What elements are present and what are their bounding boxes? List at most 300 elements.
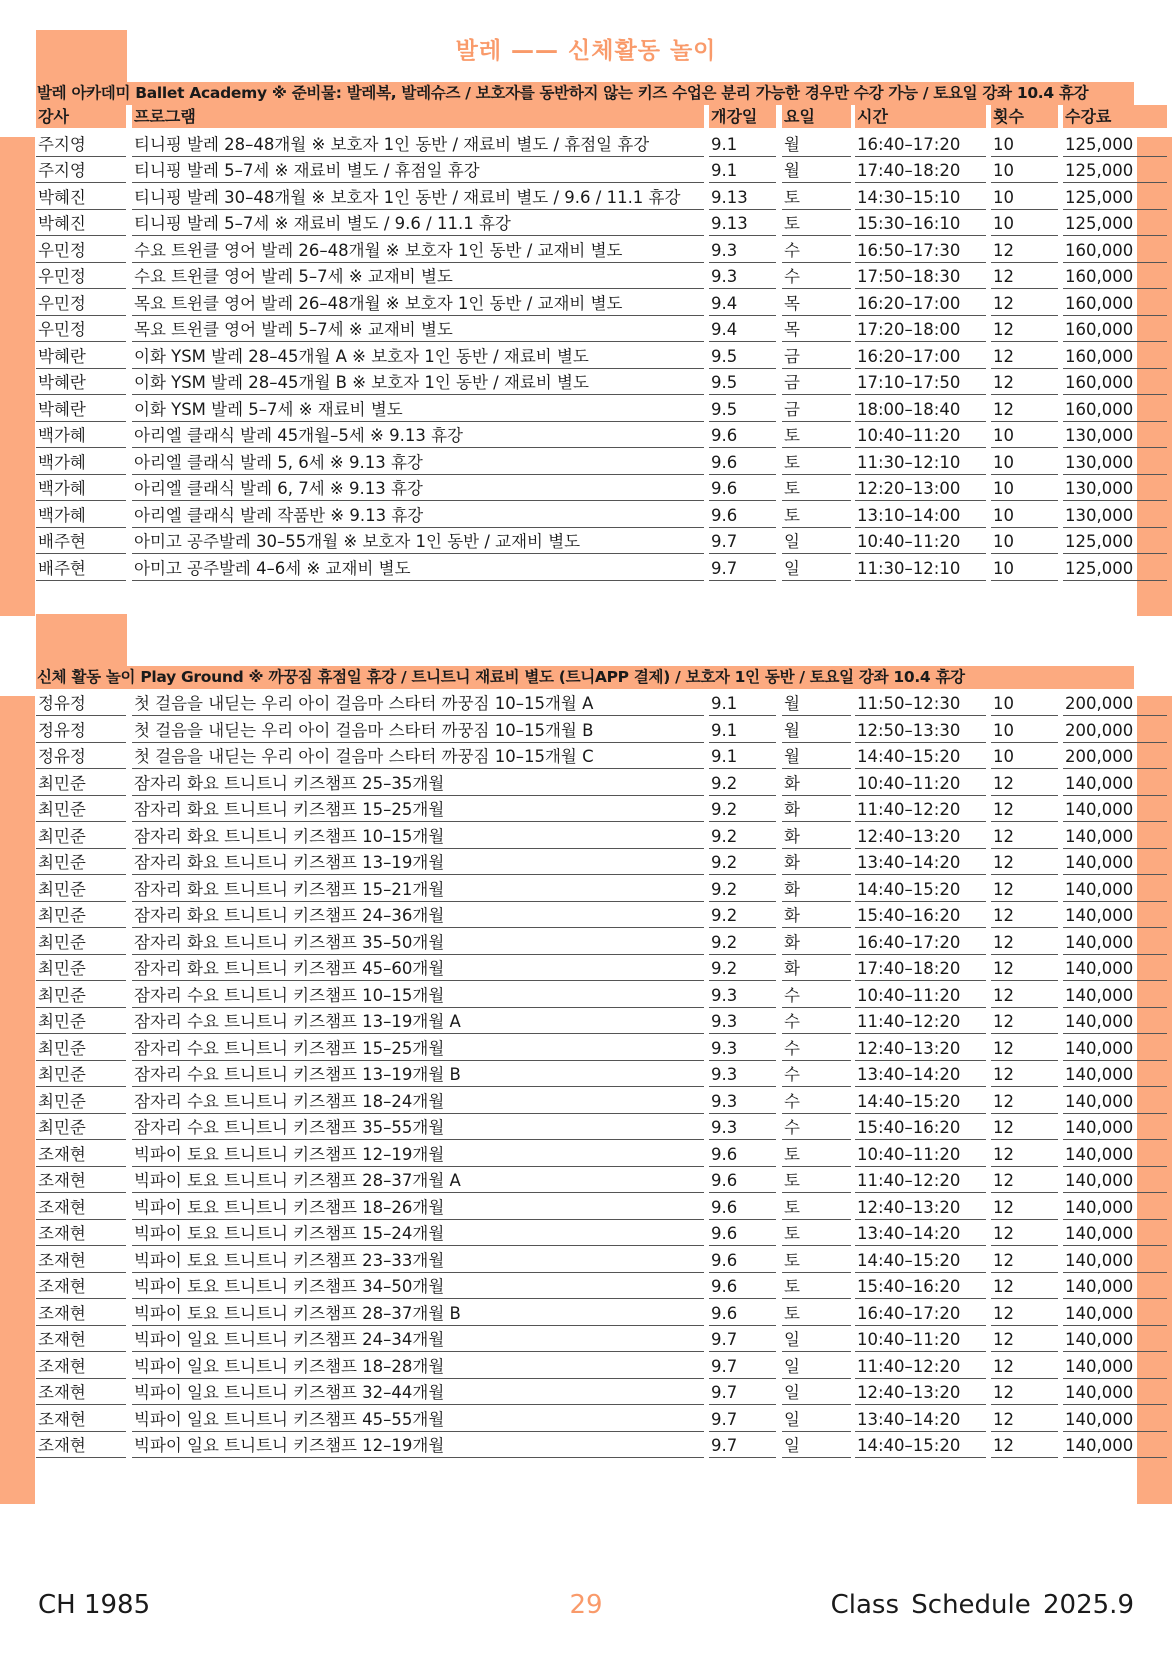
cell-day: 일	[782, 1354, 851, 1379]
cell-start-date: 9.6	[709, 1195, 776, 1220]
cell-time: 14:30–15:10	[855, 185, 986, 210]
cell-time: 12:40–13:20	[855, 824, 986, 849]
cell-day: 금	[782, 344, 851, 369]
cell-time: 11:30–12:10	[855, 556, 986, 581]
cell-time: 11:40–12:20	[855, 1168, 986, 1193]
cell-day: 금	[782, 397, 851, 422]
cell-fee: 125,000	[1063, 529, 1167, 554]
cell-day: 수	[782, 264, 851, 289]
table-row	[36, 1009, 1134, 1036]
table-row	[36, 476, 1134, 503]
cell-instructor: 우민정	[36, 238, 126, 263]
cell-instructor: 정유정	[36, 691, 126, 716]
cell-program: 목요 트윈클 영어 발레 5–7세 ※ 교재비 별도	[132, 317, 704, 342]
cell-start-date: 9.3	[709, 1062, 776, 1087]
table-row	[36, 529, 1134, 556]
cell-instructor: 조재현	[36, 1195, 126, 1220]
cell-start-date: 9.3	[709, 1036, 776, 1061]
footer-brand: CH 1985	[38, 1590, 151, 1620]
column-program: 프로그램	[132, 105, 704, 128]
cell-fee: 140,000	[1063, 771, 1167, 796]
cell-instructor: 우민정	[36, 291, 126, 316]
cell-instructor: 조재현	[36, 1407, 126, 1432]
cell-sessions: 12	[991, 983, 1058, 1008]
cell-program: 아미고 공주발레 4–6세 ※ 교재비 별도	[132, 556, 704, 581]
cell-day: 토	[782, 476, 851, 501]
table-row	[36, 744, 1134, 771]
cell-time: 14:40–15:20	[855, 1089, 986, 1114]
cell-instructor: 백가혜	[36, 423, 126, 448]
cell-sessions: 12	[991, 397, 1058, 422]
cell-start-date: 9.1	[709, 744, 776, 769]
cell-sessions: 12	[991, 956, 1058, 981]
cell-instructor: 최민준	[36, 903, 126, 928]
table-row	[36, 771, 1134, 798]
cell-start-date: 9.3	[709, 1089, 776, 1114]
cell-time: 15:40–16:20	[855, 903, 986, 928]
cell-fee: 125,000	[1063, 132, 1167, 157]
cell-program: 빅파이 토요 트니트니 키즈챔프 34–50개월	[132, 1274, 704, 1299]
cell-program: 티니핑 발레 28–48개월 ※ 보호자 1인 동반 / 재료비 별도 / 휴점일 휴강	[132, 132, 704, 157]
cell-fee: 200,000	[1063, 691, 1167, 716]
cell-instructor: 백가혜	[36, 476, 126, 501]
cell-start-date: 9.2	[709, 771, 776, 796]
cell-start-date: 9.5	[709, 370, 776, 395]
cell-sessions: 12	[991, 1062, 1058, 1087]
play-table-body	[36, 691, 1134, 1460]
cell-day: 화	[782, 797, 851, 822]
cell-program: 아리엘 클래식 발레 45개월–5세 ※ 9.13 휴강	[132, 423, 704, 448]
cell-instructor: 최민준	[36, 956, 126, 981]
cell-sessions: 12	[991, 1195, 1058, 1220]
cell-time: 15:40–16:20	[855, 1274, 986, 1299]
cell-sessions: 12	[991, 1327, 1058, 1352]
cell-day: 수	[782, 238, 851, 263]
cell-instructor: 최민준	[36, 850, 126, 875]
cell-fee: 140,000	[1063, 1433, 1167, 1458]
table-row	[36, 1433, 1134, 1460]
cell-start-date: 9.2	[709, 903, 776, 928]
cell-fee: 140,000	[1063, 1274, 1167, 1299]
cell-start-date: 9.6	[709, 1274, 776, 1299]
cell-program: 잠자리 수요 트니트니 키즈챔프 10–15개월	[132, 983, 704, 1008]
cell-program: 이화 YSM 발레 28–45개월 B ※ 보호자 1인 동반 / 재료비 별도	[132, 370, 704, 395]
cell-day: 토	[782, 211, 851, 236]
cell-fee: 140,000	[1063, 1009, 1167, 1034]
cell-instructor: 조재현	[36, 1354, 126, 1379]
cell-program: 잠자리 수요 트니트니 키즈챔프 13–19개월 B	[132, 1062, 704, 1087]
cell-program: 티니핑 발레 5–7세 ※ 재료비 별도 / 휴점일 휴강	[132, 158, 704, 183]
table-row	[36, 317, 1134, 344]
cell-sessions: 12	[991, 238, 1058, 263]
cell-program: 잠자리 화요 트니트니 키즈챔프 24–36개월	[132, 903, 704, 928]
cell-fee: 140,000	[1063, 1327, 1167, 1352]
cell-day: 화	[782, 903, 851, 928]
cell-sessions: 12	[991, 264, 1058, 289]
cell-time: 12:50–13:30	[855, 718, 986, 743]
cell-time: 10:40–11:20	[855, 529, 986, 554]
cell-program: 아리엘 클래식 발레 6, 7세 ※ 9.13 휴강	[132, 476, 704, 501]
cell-start-date: 9.1	[709, 158, 776, 183]
cell-time: 13:10–14:00	[855, 503, 986, 528]
cell-fee: 140,000	[1063, 850, 1167, 875]
cell-instructor: 배주현	[36, 529, 126, 554]
table-row	[36, 983, 1134, 1010]
table-row	[36, 1062, 1134, 1089]
cell-start-date: 9.3	[709, 983, 776, 1008]
cell-day: 목	[782, 317, 851, 342]
cell-start-date: 9.2	[709, 956, 776, 981]
cell-time: 16:40–17:20	[855, 132, 986, 157]
cell-program: 아미고 공주발레 30–55개월 ※ 보호자 1인 동반 / 교재비 별도	[132, 529, 704, 554]
cell-start-date: 9.1	[709, 718, 776, 743]
cell-sessions: 12	[991, 1354, 1058, 1379]
cell-instructor: 조재현	[36, 1221, 126, 1246]
cell-day: 일	[782, 1433, 851, 1458]
ballet-section	[36, 82, 1134, 582]
cell-fee: 140,000	[1063, 1115, 1167, 1140]
cell-fee: 125,000	[1063, 158, 1167, 183]
cell-sessions: 10	[991, 556, 1058, 581]
cell-fee: 140,000	[1063, 1089, 1167, 1114]
cell-instructor: 조재현	[36, 1380, 126, 1405]
table-row	[36, 691, 1134, 718]
cell-instructor: 정유정	[36, 744, 126, 769]
table-row	[36, 1301, 1134, 1328]
table-row	[36, 1354, 1134, 1381]
cell-sessions: 12	[991, 903, 1058, 928]
cell-program: 잠자리 화요 트니트니 키즈챔프 35–50개월	[132, 930, 704, 955]
cell-start-date: 9.6	[709, 423, 776, 448]
cell-day: 토	[782, 1168, 851, 1193]
cell-sessions: 12	[991, 1115, 1058, 1140]
cell-fee: 160,000	[1063, 317, 1167, 342]
table-row	[36, 1380, 1134, 1407]
cell-fee: 140,000	[1063, 1221, 1167, 1246]
cell-instructor: 주지영	[36, 132, 126, 157]
table-row	[36, 1274, 1134, 1301]
cell-time: 17:50–18:30	[855, 264, 986, 289]
cell-sessions: 12	[991, 1248, 1058, 1273]
cell-sessions: 12	[991, 1407, 1058, 1432]
side-bar-left-1	[0, 137, 35, 616]
cell-program: 빅파이 일요 트니트니 키즈챔프 18–28개월	[132, 1354, 704, 1379]
cell-day: 토	[782, 1142, 851, 1167]
cell-program: 빅파이 일요 트니트니 키즈챔프 12–19개월	[132, 1433, 704, 1458]
cell-program: 잠자리 화요 트니트니 키즈챔프 15–21개월	[132, 877, 704, 902]
cell-sessions: 12	[991, 797, 1058, 822]
table-row	[36, 956, 1134, 983]
cell-fee: 125,000	[1063, 556, 1167, 581]
table-row	[36, 158, 1134, 185]
cell-instructor: 조재현	[36, 1168, 126, 1193]
cell-day: 월	[782, 132, 851, 157]
cell-fee: 130,000	[1063, 476, 1167, 501]
play-section	[36, 666, 1134, 1460]
cell-sessions: 12	[991, 1142, 1058, 1167]
cell-start-date: 9.7	[709, 1354, 776, 1379]
cell-fee: 140,000	[1063, 1142, 1167, 1167]
cell-program: 빅파이 토요 트니트니 키즈챔프 12–19개월	[132, 1142, 704, 1167]
cell-time: 13:40–14:20	[855, 1221, 986, 1246]
cell-fee: 160,000	[1063, 344, 1167, 369]
cell-start-date: 9.3	[709, 238, 776, 263]
cell-instructor: 최민준	[36, 797, 126, 822]
table-row	[36, 344, 1134, 371]
cell-time: 10:40–11:20	[855, 1327, 986, 1352]
cell-day: 토	[782, 185, 851, 210]
cell-time: 10:40–11:20	[855, 983, 986, 1008]
cell-program: 빅파이 토요 트니트니 키즈챔프 23–33개월	[132, 1248, 704, 1273]
cell-sessions: 12	[991, 1433, 1058, 1458]
cell-instructor: 최민준	[36, 1009, 126, 1034]
cell-start-date: 9.6	[709, 503, 776, 528]
cell-instructor: 최민준	[36, 1089, 126, 1114]
cell-program: 수요 트윈클 영어 발레 26–48개월 ※ 보호자 1인 동반 / 교재비 별도	[132, 238, 704, 263]
cell-program: 잠자리 화요 트니트니 키즈챔프 15–25개월	[132, 797, 704, 822]
table-row	[36, 291, 1134, 318]
cell-day: 토	[782, 1301, 851, 1326]
cell-start-date: 9.2	[709, 824, 776, 849]
cell-start-date: 9.7	[709, 1433, 776, 1458]
cell-sessions: 10	[991, 744, 1058, 769]
cell-instructor: 최민준	[36, 877, 126, 902]
cell-program: 잠자리 화요 트니트니 키즈챔프 10–15개월	[132, 824, 704, 849]
cell-time: 12:40–13:20	[855, 1380, 986, 1405]
cell-day: 화	[782, 850, 851, 875]
cell-start-date: 9.1	[709, 132, 776, 157]
cell-day: 월	[782, 718, 851, 743]
table-row	[36, 1142, 1134, 1169]
cell-start-date: 9.6	[709, 1168, 776, 1193]
cell-time: 12:40–13:20	[855, 1195, 986, 1220]
cell-time: 16:20–17:00	[855, 291, 986, 316]
cell-program: 빅파이 토요 트니트니 키즈챔프 18–26개월	[132, 1195, 704, 1220]
table-row	[36, 1248, 1134, 1275]
cell-sessions: 12	[991, 824, 1058, 849]
cell-program: 수요 트윈클 영어 발레 5–7세 ※ 교재비 별도	[132, 264, 704, 289]
table-row	[36, 423, 1134, 450]
cell-instructor: 조재현	[36, 1274, 126, 1299]
cell-day: 수	[782, 1089, 851, 1114]
cell-day: 토	[782, 1221, 851, 1246]
cell-sessions: 12	[991, 370, 1058, 395]
cell-day: 일	[782, 1407, 851, 1432]
cell-fee: 140,000	[1063, 1036, 1167, 1061]
cell-day: 화	[782, 771, 851, 796]
cell-sessions: 12	[991, 930, 1058, 955]
cell-start-date: 9.4	[709, 291, 776, 316]
cell-sessions: 12	[991, 344, 1058, 369]
cell-time: 15:40–16:20	[855, 1115, 986, 1140]
cell-day: 화	[782, 930, 851, 955]
cell-time: 17:10–17:50	[855, 370, 986, 395]
table-row	[36, 1036, 1134, 1063]
cell-day: 수	[782, 1036, 851, 1061]
cell-program: 이화 YSM 발레 5–7세 ※ 재료비 별도	[132, 397, 704, 422]
cell-day: 토	[782, 1248, 851, 1273]
cell-fee: 160,000	[1063, 238, 1167, 263]
table-row	[36, 1195, 1134, 1222]
cell-fee: 140,000	[1063, 1062, 1167, 1087]
ballet-section-header: 발레 아카데미 Ballet Academy ※ 준비물: 발레복, 발레슈즈 / 보호자를 동반하지 않는 키즈 수업은 분리 가능한 경우만 수강 가능 / 토요일 강좌 10.4 휴강	[36, 82, 1134, 105]
cell-fee: 140,000	[1063, 1354, 1167, 1379]
cell-instructor: 박혜진	[36, 211, 126, 236]
cell-start-date: 9.6	[709, 1142, 776, 1167]
cell-fee: 140,000	[1063, 877, 1167, 902]
cell-time: 18:00–18:40	[855, 397, 986, 422]
cell-start-date: 9.6	[709, 450, 776, 475]
column-start-date: 개강일	[709, 105, 776, 128]
cell-start-date: 9.5	[709, 344, 776, 369]
cell-sessions: 12	[991, 1036, 1058, 1061]
table-row	[36, 185, 1134, 212]
cell-fee: 130,000	[1063, 423, 1167, 448]
cell-day: 월	[782, 744, 851, 769]
cell-fee: 200,000	[1063, 744, 1167, 769]
cell-day: 수	[782, 983, 851, 1008]
table-row	[36, 930, 1134, 957]
cell-sessions: 10	[991, 450, 1058, 475]
cell-program: 잠자리 수요 트니트니 키즈챔프 35–55개월	[132, 1115, 704, 1140]
cell-time: 17:40–18:20	[855, 158, 986, 183]
cell-program: 목요 트윈클 영어 발레 26–48개월 ※ 보호자 1인 동반 / 교재비 별도	[132, 291, 704, 316]
cell-program: 잠자리 화요 트니트니 키즈챔프 13–19개월	[132, 850, 704, 875]
cell-day: 토	[782, 503, 851, 528]
cell-day: 수	[782, 1115, 851, 1140]
table-row	[36, 718, 1134, 745]
column-time: 시간	[855, 105, 986, 128]
cell-fee: 160,000	[1063, 291, 1167, 316]
cell-instructor: 최민준	[36, 983, 126, 1008]
cell-fee: 140,000	[1063, 1301, 1167, 1326]
cell-fee: 140,000	[1063, 1248, 1167, 1273]
table-row	[36, 877, 1134, 904]
page-number: 29	[569, 1590, 603, 1620]
cell-program: 빅파이 토요 트니트니 키즈챔프 28–37개월 B	[132, 1301, 704, 1326]
cell-day: 수	[782, 1062, 851, 1087]
table-row	[36, 238, 1134, 265]
table-row	[36, 1407, 1134, 1434]
cell-fee: 140,000	[1063, 1380, 1167, 1405]
cell-time: 16:20–17:00	[855, 344, 986, 369]
cell-sessions: 12	[991, 850, 1058, 875]
cell-time: 14:40–15:20	[855, 877, 986, 902]
cell-instructor: 우민정	[36, 317, 126, 342]
cell-time: 11:30–12:10	[855, 450, 986, 475]
cell-time: 12:20–13:00	[855, 476, 986, 501]
cell-instructor: 최민준	[36, 771, 126, 796]
cell-day: 일	[782, 529, 851, 554]
table-row	[36, 132, 1134, 159]
cell-time: 14:40–15:20	[855, 1248, 986, 1273]
table-row	[36, 1168, 1134, 1195]
cell-sessions: 10	[991, 211, 1058, 236]
cell-time: 12:40–13:20	[855, 1036, 986, 1061]
table-row	[36, 850, 1134, 877]
cell-day: 토	[782, 1274, 851, 1299]
cell-program: 잠자리 수요 트니트니 키즈챔프 13–19개월 A	[132, 1009, 704, 1034]
cell-instructor: 배주현	[36, 556, 126, 581]
cell-instructor: 박혜란	[36, 370, 126, 395]
cell-sessions: 10	[991, 158, 1058, 183]
ballet-table-body	[36, 132, 1134, 583]
cell-sessions: 10	[991, 503, 1058, 528]
cell-time: 15:30–16:10	[855, 211, 986, 236]
cell-day: 수	[782, 1009, 851, 1034]
cell-day: 토	[782, 423, 851, 448]
cell-day: 토	[782, 1195, 851, 1220]
cell-fee: 140,000	[1063, 1407, 1167, 1432]
cell-instructor: 주지영	[36, 158, 126, 183]
column-day: 요일	[782, 105, 851, 128]
cell-sessions: 10	[991, 132, 1058, 157]
cell-instructor: 최민준	[36, 824, 126, 849]
cell-time: 10:40–11:20	[855, 771, 986, 796]
cell-start-date: 9.6	[709, 1301, 776, 1326]
table-row	[36, 903, 1134, 930]
cell-fee: 140,000	[1063, 983, 1167, 1008]
cell-sessions: 10	[991, 185, 1058, 210]
cell-fee: 130,000	[1063, 450, 1167, 475]
cell-start-date: 9.4	[709, 317, 776, 342]
cell-day: 월	[782, 158, 851, 183]
cell-instructor: 백가혜	[36, 450, 126, 475]
table-row	[36, 450, 1134, 477]
cell-program: 티니핑 발레 30–48개월 ※ 보호자 1인 동반 / 재료비 별도 / 9.6 / 11.1 휴강	[132, 185, 704, 210]
table-row	[36, 1115, 1134, 1142]
cell-sessions: 12	[991, 1009, 1058, 1034]
cell-start-date: 9.3	[709, 1009, 776, 1034]
page-title: 발레 —— 신체활동 놀이	[455, 38, 717, 64]
table-row	[36, 556, 1134, 583]
cell-start-date: 9.2	[709, 797, 776, 822]
play-section-header: 신체 활동 놀이 Play Ground ※ 까꿍짐 휴점일 휴강 / 트니트니 재료비 별도 (트니APP 결제) / 보호자 1인 동반 / 토요일 강좌 10.4 휴강	[36, 666, 1134, 689]
cell-instructor: 정유정	[36, 718, 126, 743]
cell-start-date: 9.7	[709, 1327, 776, 1352]
cell-instructor: 박혜란	[36, 344, 126, 369]
cell-start-date: 9.3	[709, 264, 776, 289]
cell-fee: 140,000	[1063, 1195, 1167, 1220]
cell-start-date: 9.6	[709, 1248, 776, 1273]
table-row	[36, 503, 1134, 530]
cell-start-date: 9.5	[709, 397, 776, 422]
cell-time: 17:20–18:00	[855, 317, 986, 342]
cell-instructor: 조재현	[36, 1301, 126, 1326]
cell-start-date: 9.2	[709, 877, 776, 902]
cell-time: 10:40–11:20	[855, 423, 986, 448]
cell-fee: 140,000	[1063, 824, 1167, 849]
cell-sessions: 12	[991, 291, 1058, 316]
cell-start-date: 9.13	[709, 185, 776, 210]
cell-day: 화	[782, 877, 851, 902]
cell-fee: 125,000	[1063, 211, 1167, 236]
cell-program: 잠자리 화요 트니트니 키즈챔프 25–35개월	[132, 771, 704, 796]
cell-instructor: 조재현	[36, 1248, 126, 1273]
cell-day: 금	[782, 370, 851, 395]
side-bar-left-2	[0, 696, 35, 1504]
cell-start-date: 9.6	[709, 1221, 776, 1246]
footer-schedule-label: Class Schedule 2025.9	[830, 1590, 1134, 1620]
table-row	[36, 824, 1134, 851]
cell-start-date: 9.7	[709, 1380, 776, 1405]
cell-instructor: 조재현	[36, 1327, 126, 1352]
cell-time: 11:40–12:20	[855, 1009, 986, 1034]
cell-day: 일	[782, 1327, 851, 1352]
cell-day: 월	[782, 691, 851, 716]
cell-start-date: 9.1	[709, 691, 776, 716]
cell-program: 잠자리 수요 트니트니 키즈챔프 15–25개월	[132, 1036, 704, 1061]
